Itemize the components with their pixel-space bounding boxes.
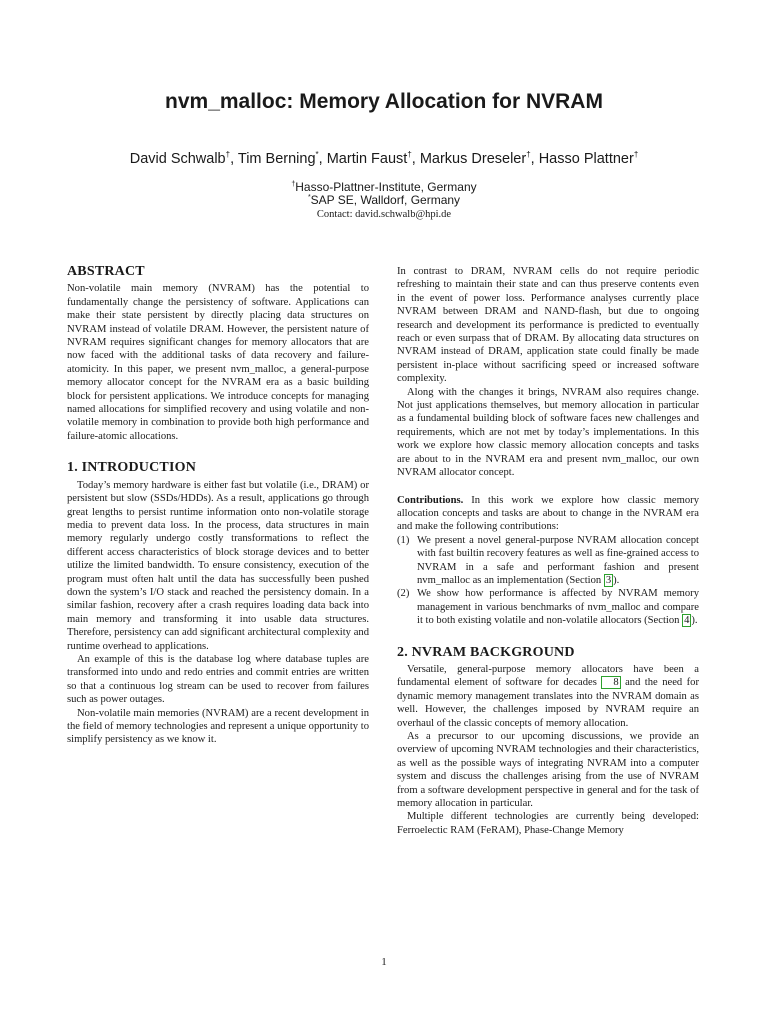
contributions-label: Contributions. (397, 494, 464, 506)
background-paragraph: As a precursor to our upcoming discussions, we provide an overview of upcoming NVRAM technologies and their characteristics, as well as the possible ways of integrating NVRAM into a computer system and discuss the challenges arising from the use of NVRAM from a software development perspective in general and for the task of memory allocation in particular. (397, 731, 699, 810)
author-separator: , (230, 150, 238, 167)
introduction-paragraph: Non-volatile main memories (NVRAM) are a recent development in the field of memory technologies and represent a unique opportunity to simplify persistency as we know it. (67, 707, 369, 746)
introduction-paragraph: An example of this is the database log where database tuples are transformed into undo and redo entries and commit entries are written so that a continuous log stream can be used to recover from failures such as power outages. (67, 653, 369, 706)
paper-title: nvm_malloc: Memory Allocation for NVRAM (165, 90, 603, 113)
background-text: and the need for dynamic memory management translates into the NVRAM domain as well. However, the challenges imposed by NVRAM require an overhaul of the classic concepts of memory allocation. (397, 677, 699, 729)
affiliation-mark: * (307, 194, 311, 201)
section-reference-link[interactable]: 3 (605, 574, 612, 586)
author-list (0, 150, 768, 167)
introduction-heading: 1. INTRODUCTION (67, 460, 197, 476)
author-separator: , (318, 150, 327, 167)
right-column (397, 265, 699, 837)
list-item (397, 587, 699, 627)
affiliation-sap (0, 193, 768, 207)
author-name: Markus Dreseler (419, 150, 527, 167)
abstract-text: Non-volatile main memory (NVRAM) has the potential to fundamentally change the persistency of software. Applications can make their state persistent by directly placing data structures on NVRAM instead of volatile DRAM. However, the persistent nature of NVRAM requires significant changes for memory allocators that are now faced with the additional tasks of data recovery and failure-atomicity. In this paper, we present nvm_malloc, a general-purpose memory allocator concept for the NVRAM era as a basic building block for persistent applications. We introduce concepts for managing named allocations for simplified recovery and using volatile and non-volatile memory in combination to provide both high performance and failure-atomic allocations. (67, 283, 369, 442)
author-name: Tim Berning (237, 150, 316, 167)
list-item-text: We present a novel general-purpose NVRAM allocation concept with fast builtin recovery features as well as fine-grained access to NVRAM in a safe and performant fashion and present nvm_malloc as an implementation (Section (417, 534, 699, 586)
list-item (397, 534, 699, 588)
background-heading: 2. NVRAM BACKGROUND (397, 644, 575, 660)
background-paragraph (397, 663, 699, 730)
background-paragraph: Multiple different technologies are currently being developed: Ferroelectic RAM (FeRAM), Phase-Change Memory (397, 811, 699, 836)
affiliation-text: Hasso-Plattner-Institute, Germany (295, 180, 477, 194)
list-item-text-end: ). (691, 615, 698, 627)
section-reference-link[interactable]: 4 (684, 615, 690, 627)
contributions-paragraph (397, 494, 699, 534)
author-mark: † (633, 150, 639, 159)
intro-continued-paragraph: In contrast to DRAM, NVRAM cells do not require periodic refreshing to maintain their state and can thus preserve contents even in the event of power loss. Performance analyses currently place NVRAM between DRAM and NAND-flash, but due to ongoing research and development its performance is predicted to eventually reach or even surpass that of DRAM. By allocating data structures on NVRAM instead of DRAM, application state could finally be made persistent in-place without sacrificing speed or increased software complexity. (397, 266, 699, 385)
page-number: 1 (381, 956, 387, 968)
author-mark: † (407, 150, 412, 159)
contributions-intro: In this work we explore how classic memory allocation concepts and tasks are about to change in the NVRAM era and make the following contributions: (397, 494, 699, 533)
author-mark: * (315, 150, 319, 159)
left-column (67, 265, 369, 747)
list-item-number: (2) (397, 588, 410, 600)
list-item-text-end: ). (613, 574, 620, 586)
author-mark: † (225, 150, 231, 159)
abstract-heading: ABSTRACT (67, 264, 145, 279)
author-name: Martin Faust (326, 150, 408, 167)
list-item-number: (1) (397, 534, 410, 546)
affiliation-text: SAP SE, Walldorf, Germany (310, 193, 461, 207)
affiliation-mark: † (291, 181, 296, 188)
author-name: Hasso Plattner (538, 150, 634, 167)
intro-continued-paragraph: Along with the changes it brings, NVRAM also requires change. Not just applications themselves, but memory allocation in particular as a fundamental building block of software faces new challenges and requirements, which are not met by today’s implementations. In this work we explore how classic memory allocation concepts and tasks are about to in the NVRAM era and present nvm_malloc, our own NVRAM allocator concept. (397, 386, 699, 479)
author-name: David Schwalb (129, 150, 226, 167)
contributions-list (397, 534, 699, 628)
citation-link[interactable]: 8 (601, 676, 620, 689)
list-item-text: We show how performance is affected by NVRAM memory management in various benchmarks of nvm_malloc and compare it to both existing volatile and non-volatile allocators (Section (417, 588, 699, 627)
affiliation-hpi (0, 180, 768, 194)
author-mark: † (526, 150, 531, 159)
background-text: Versatile, general-purpose memory allocators have been a fundamental element of software for decades (397, 663, 699, 689)
author-separator: , (530, 150, 539, 167)
introduction-paragraph: Today’s memory hardware is either fast but volatile (i.e., DRAM) or persistent but slow (SSDs/HDDs). As a result, applications go through great lengths to persist runtime information onto non-volatile storage media to prevent data loss. In the process, data structures in main memory regularly undergo costly transformations to reflect the different access characteristics of block storage devices and to better utilize the limited bandwidth. To ensure consistency, execution of the program must often halt until the data has successfully been pushed down the system’s I/O stack and reached the persistency domain. In a similar fashion, recovery after a crash requires loading data back into main memory and transforming it into usable data structures. Therefore, persistency can add significant architectural complexity and runtime overhead to applications. (67, 479, 369, 652)
author-separator: , (411, 150, 420, 167)
contact-email: Contact: david.schwalb@hpi.de (316, 209, 452, 220)
